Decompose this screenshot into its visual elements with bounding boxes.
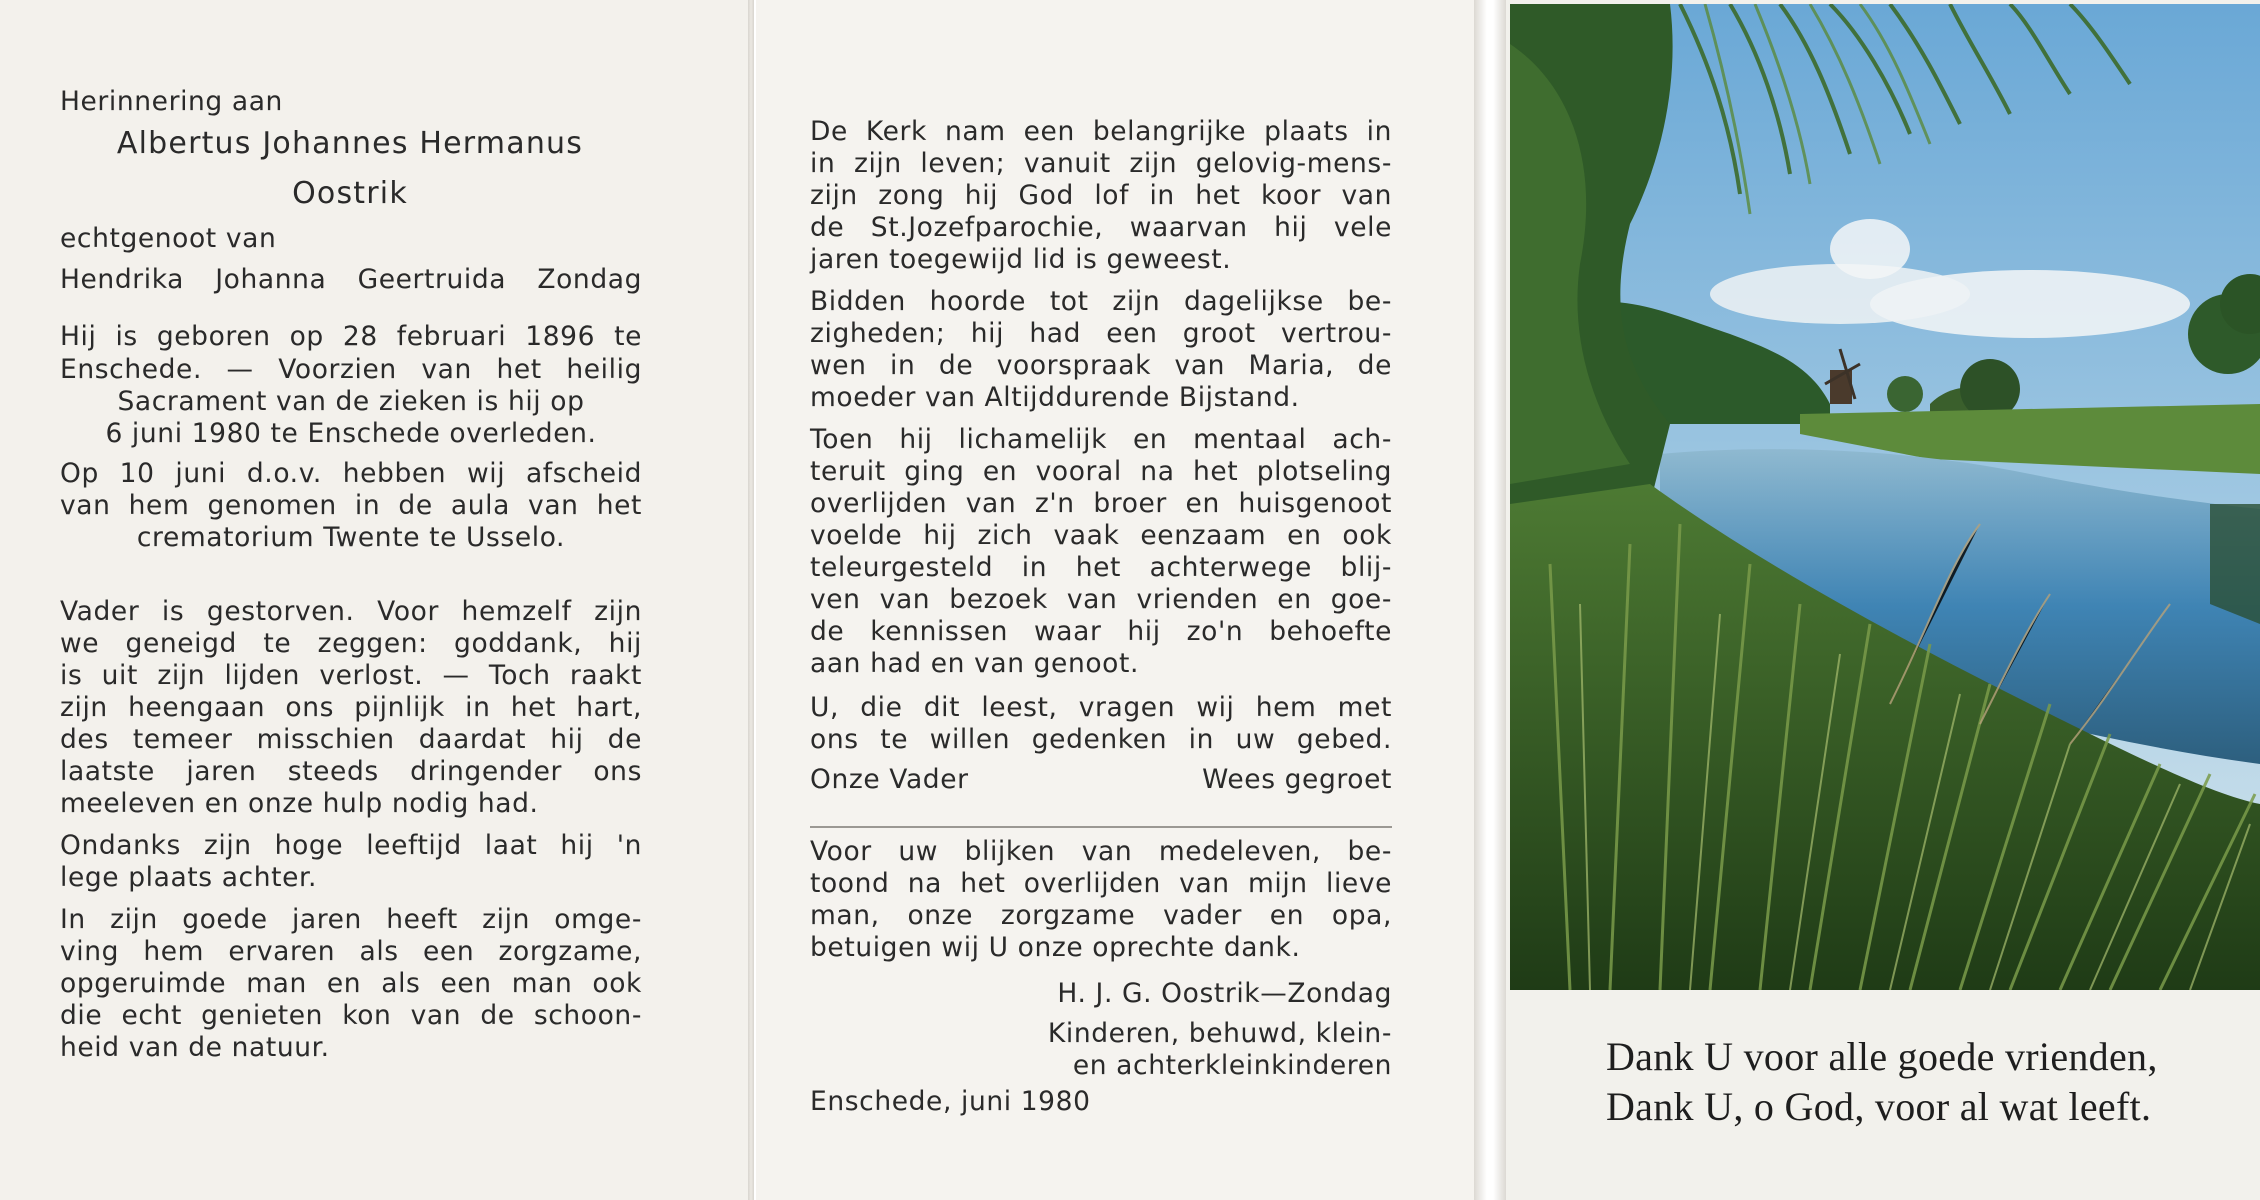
text-line: in zijn leven; vanuit zijn gelovig-mens- <box>810 148 1392 179</box>
text-line: de St.Jozefparochie, waarvan hij vele <box>810 212 1392 243</box>
section-divider <box>810 826 1392 828</box>
text-line: overlijden van z'n broer en huisgenoot <box>810 488 1392 519</box>
intro-line: Herinnering aan <box>60 86 283 117</box>
text-line: toond na het overlijden van mijn lieve <box>810 868 1392 899</box>
text-line: aan had en van genoot. <box>810 648 1140 679</box>
deceased-name: Albertus Johannes Hermanus <box>116 126 584 161</box>
text-line: ven van bezoek van vrienden en goe- <box>810 584 1392 615</box>
text-line: jaren toegewijd lid is geweest. <box>810 244 1232 275</box>
text-line: man, onze zorgzame vader en opa, <box>810 900 1392 931</box>
signature-children: Kinderen, behuwd, klein- <box>1047 1018 1392 1049</box>
text-line: we geneigd te zeggen: goddank, hij <box>60 628 642 659</box>
text-line: Voor uw blijken van medeleven, be- <box>810 836 1392 867</box>
prayer-wees-gegroet: Wees gegroet <box>1202 764 1392 795</box>
text-line: ons te willen gedenken in uw gebed. <box>810 724 1392 755</box>
text-line: die echt genieten kon van de schoon- <box>60 1000 642 1031</box>
place-date: Enschede, juni 1980 <box>810 1086 1091 1117</box>
text-line: 6 juni 1980 te Enschede overleden. <box>105 418 597 449</box>
text-line: de kennissen waar hij zo'n behoefte <box>810 616 1392 647</box>
landscape-photo <box>1510 4 2260 990</box>
text-line: heid van de natuur. <box>60 1032 330 1063</box>
deceased-surname: Oostrik <box>292 176 408 211</box>
prayer-onze-vader: Onze Vader <box>810 764 969 795</box>
text-line: meeleven en onze hulp nodig had. <box>60 788 539 819</box>
text-line: voelde hij zich vaak eenzaam en ook <box>810 520 1392 551</box>
text-line: lege plaats achter. <box>60 862 318 893</box>
text-line: crematorium Twente te Usselo. <box>136 522 566 553</box>
text-line: teleurgesteld in het achterwege blij- <box>810 552 1392 583</box>
spouse-intro: echtgenoot van <box>60 223 277 254</box>
text-line: ving hem ervaren als een zorgzame, <box>60 936 642 967</box>
text-line: wen in de voorspraak van Maria, de <box>810 350 1392 381</box>
text-line: moeder van Altijddurende Bijstand. <box>810 382 1300 413</box>
signature-family: H. J. G. Oostrik—Zondag <box>1057 978 1392 1009</box>
card-fold <box>748 0 754 1200</box>
text-line: Sacrament van de zieken is hij op <box>117 386 585 417</box>
text-line: is uit zijn lijden verlost. — Toch raakt <box>60 660 642 691</box>
text-line: zijn zong hij God lof in het koor van <box>810 180 1392 211</box>
text-line: Ondanks zijn hoge leeftijd laat hij 'n <box>60 830 642 861</box>
text-line: In zijn goede jaren heeft zijn omge- <box>60 904 642 935</box>
text-line: zijn heengaan ons pijnlijk in het hart, <box>60 692 642 723</box>
caption-line-2: Dank U, o God, voor al wat leeft. <box>1606 1084 2152 1129</box>
text-line: betuigen wij U onze oprechte dank. <box>810 932 1301 963</box>
text-line: zigheden; hij had een groot vertrou- <box>810 318 1392 349</box>
text-line: Hij is geboren op 28 februari 1896 te <box>60 321 642 352</box>
text-line: teruit ging en vooral na het plotseling <box>810 456 1392 487</box>
text-line: opgeruimde man en als een man ook <box>60 968 642 999</box>
spouse-name: Hendrika Johanna Geertruida Zondag <box>60 264 642 295</box>
text-line: Enschede. — Voorzien van het heilig <box>60 354 642 385</box>
signature-grandchildren: en achterkleinkinderen <box>1072 1050 1392 1081</box>
text-line: De Kerk nam een belangrijke plaats in <box>810 116 1392 147</box>
text-line: des temeer misschien daardat hij de <box>60 724 642 755</box>
caption-line-1: Dank U voor alle goede vrienden, <box>1606 1034 2158 1079</box>
card-edge <box>1474 0 1506 1200</box>
text-line: laatste jaren steeds dringender ons <box>60 756 642 787</box>
text-line: Toen hij lichamelijk en mentaal ach- <box>810 424 1392 455</box>
text-line: Bidden hoorde tot zijn dagelijkse be- <box>810 286 1392 317</box>
text-line: Vader is gestorven. Voor hemzelf zijn <box>60 596 642 627</box>
text-line: U, die dit leest, vragen wij hem met <box>810 692 1392 723</box>
text-line: Op 10 juni d.o.v. hebben wij afscheid <box>60 458 642 489</box>
text-line: van hem genomen in de aula van het <box>60 490 642 521</box>
